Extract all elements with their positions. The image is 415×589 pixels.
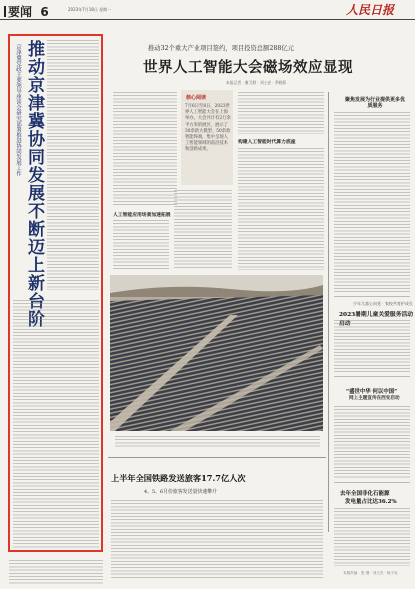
section-bar <box>4 6 6 17</box>
right-item2-kicker: 少年儿童心向党 · 家校共育护成长 <box>353 301 413 306</box>
solar-farm-photo <box>110 275 323 431</box>
masthead-logo[interactable]: 人民日报 <box>346 3 395 17</box>
main-body-col1-lower <box>113 220 169 270</box>
right-item2-body <box>334 320 410 372</box>
right-item3-title[interactable]: “盛世中华 何以中国” <box>346 389 398 395</box>
bottom-body-text <box>111 500 323 580</box>
bottom-subhead[interactable]: 4、5、6月份旅客发送量快速攀升 <box>144 489 217 495</box>
right-item4-title[interactable]: 去年全国非化石能源 <box>340 491 390 497</box>
main-kicker[interactable]: 推动32个重大产业项目签约，项目投资总额288亿元 <box>148 45 294 52</box>
main-body-col3 <box>238 92 324 134</box>
right-divider-3 <box>334 482 410 483</box>
lead-body-text <box>47 40 99 290</box>
lead-body-text-lower <box>13 300 99 548</box>
issue-date: 2023年7月18日 星期一 <box>68 7 112 12</box>
lead-subtitle[interactable]: 京津冀党政主要领导座谈会研究部署推进协同发展工作 <box>15 44 21 176</box>
core-read-title: 核心阅读 <box>186 95 207 101</box>
right-item4-subtitle[interactable]: 发电量占比达36.2% <box>345 499 397 505</box>
left-bottom-text <box>9 560 103 584</box>
right-divider-2 <box>334 376 410 377</box>
core-read-text: 7月6日至8日，2023世界人工智能大会在上海举办。大会共计有2万余平方米的展区，展示了30余款大模型、50余款智能终端，集中呈现人工智能领域的前沿技术和创新成果。 <box>185 104 231 153</box>
section-heading-applications: 人工智能应用场景加速拓展 <box>113 212 171 218</box>
page-footer: 本版责编：张 璁 · 刘文杰 · 杨子岩 <box>343 571 398 575</box>
right-item2-title[interactable]: 2023暑期儿童关爱服务活动启动 <box>339 312 414 327</box>
main-body-col3-lower <box>238 148 324 270</box>
section-name: 要闻 <box>8 5 33 19</box>
lead-headline[interactable]: 推动京津冀协同发展不断迈上新台阶 <box>24 40 44 328</box>
right-column-rule <box>328 92 329 532</box>
page-number: 6 <box>40 5 49 19</box>
right-item3-body <box>334 406 410 478</box>
photo-caption <box>115 436 320 448</box>
bottom-headline[interactable]: 上半年全国铁路发送旅客17.7亿人次 <box>111 473 246 483</box>
right-item1-title[interactable]: 聚焦发展为行业提供更多优质服务 <box>345 97 406 109</box>
right-item4-body <box>334 508 410 566</box>
main-byline: 本报记者 · 谢卫群 · 刘士安 · 季晓莉 <box>226 80 287 85</box>
bottom-story-rule <box>108 457 326 458</box>
right-item3-subtitle[interactable]: 网上主题宣传在西安启动 <box>349 396 400 401</box>
right-item1-body <box>334 112 410 292</box>
main-body-col1 <box>113 92 177 207</box>
header-rule <box>0 19 415 20</box>
section-label <box>4 3 49 20</box>
main-body-col2-lower <box>174 190 232 270</box>
right-divider-1 <box>334 296 410 297</box>
section-heading-compute: 构建人工智能时代算力底座 <box>238 139 296 145</box>
main-headline[interactable]: 世界人工智能大会磁场效应显现 <box>143 59 353 76</box>
